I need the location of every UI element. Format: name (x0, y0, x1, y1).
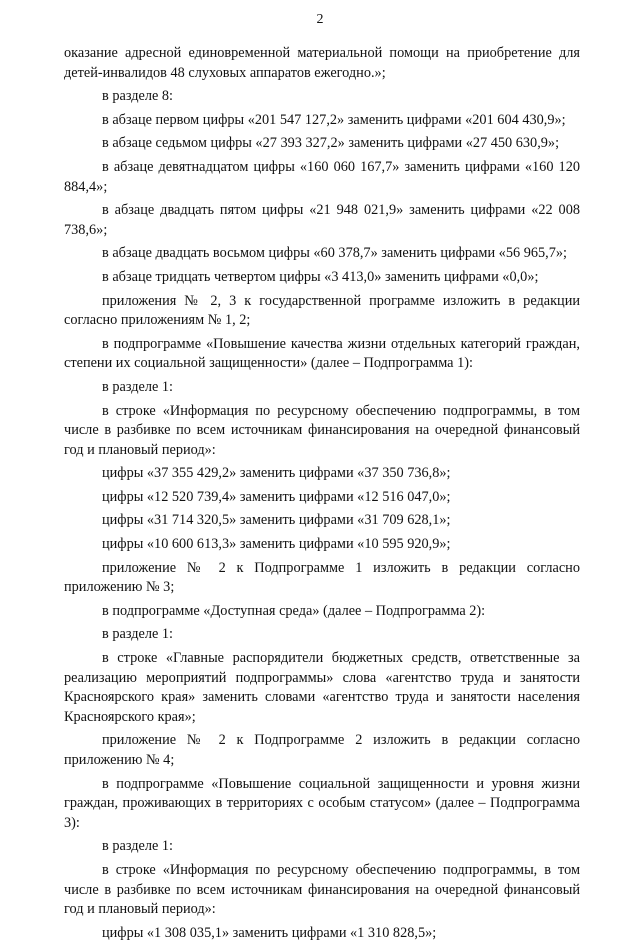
paragraph: в строке «Информация по ресурсному обеспечению подпрограммы, в том числе в разбивке по всем источникам финансирования на очередной финансовый год и плановый период»: (64, 402, 580, 458)
paragraph: в абзаце седьмом цифры «27 393 327,2» заменить цифрами «27 450 630,9»; (102, 135, 560, 152)
paragraph: приложения № 2, 3 к государственной программе изложить в редакции согласно приложениям № 1, 2; (64, 292, 580, 329)
paragraph: в абзаце тридцать четвертом цифры «3 413,0» заменить цифрами «0,0»; (102, 268, 539, 285)
paragraph: в разделе 8: (102, 88, 174, 105)
paragraph: в абзаце двадцать восьмом цифры «60 378,7» заменить цифрами «56 965,7»; (102, 245, 567, 262)
paragraph: цифры «37 355 429,2» заменить цифрами «37 350 736,8»; (102, 465, 451, 482)
paragraph: цифры «10 600 613,3» заменить цифрами «10 595 920,9»; (102, 536, 451, 553)
paragraph: цифры «12 520 739,4» заменить цифрами «12 516 047,0»; (102, 488, 451, 505)
paragraph: в абзаце девятнадцатом цифры «160 060 167,7» заменить цифрами «160 120 884,4»; (64, 158, 580, 195)
page-number: 2 (316, 12, 324, 27)
paragraph: в строке «Главные распорядители бюджетных средств, ответственные за реализацию мероприятий подпрограммы» слова «агентство труда и занятости Красноярского края» заменить словами «агентство труда и занятости населения Красноярского края»; (64, 650, 580, 725)
paragraph: оказание адресной единовременной материальной помощи на приобретение для детей-инвалидов 48 слуховых аппаратов ежегодно.»; (64, 45, 580, 81)
paragraph: в разделе 1: (102, 378, 174, 395)
paragraph: в подпрограмме «Повышение качества жизни отдельных категорий граждан, степени их социальной защищенности» (далее – Подпрограмма 1): (64, 335, 580, 372)
paragraph: в подпрограмме «Повышение социальной защищенности и уровня жизни граждан, проживающих в территориях с особым статусом» (далее – Подпрограмма 3): (64, 775, 580, 831)
paragraph: в разделе 1: (102, 626, 174, 643)
paragraph: в подпрограмме «Доступная среда» (далее – Подпрограмма 2): (102, 602, 486, 619)
paragraph: в строке «Информация по ресурсному обеспечению подпрограммы, в том числе в разбивке по всем источникам финансирования на очередной финансовый год и плановый период»: (64, 861, 580, 918)
paragraph: в разделе 1: (102, 838, 174, 855)
paragraph: приложение № 2 к Подпрограмме 2 изложить в редакции согласно приложению № 4; (64, 732, 580, 768)
paragraph: приложение № 2 к Подпрограмме 1 изложить в редакции согласно приложению № 3; (64, 559, 580, 596)
paragraph: цифры «1 308 035,1» заменить цифрами «1 310 828,5»; (102, 924, 437, 941)
document-body (64, 44, 580, 947)
paragraph: в абзаце первом цифры «201 547 127,2» заменить цифрами «201 604 430,9»; (102, 111, 566, 128)
paragraph: в абзаце двадцать пятом цифры «21 948 021,9» заменить цифрами «22 008 738,6»; (64, 202, 580, 238)
paragraph: цифры «31 714 320,5» заменить цифрами «31 709 628,1»; (102, 512, 451, 529)
